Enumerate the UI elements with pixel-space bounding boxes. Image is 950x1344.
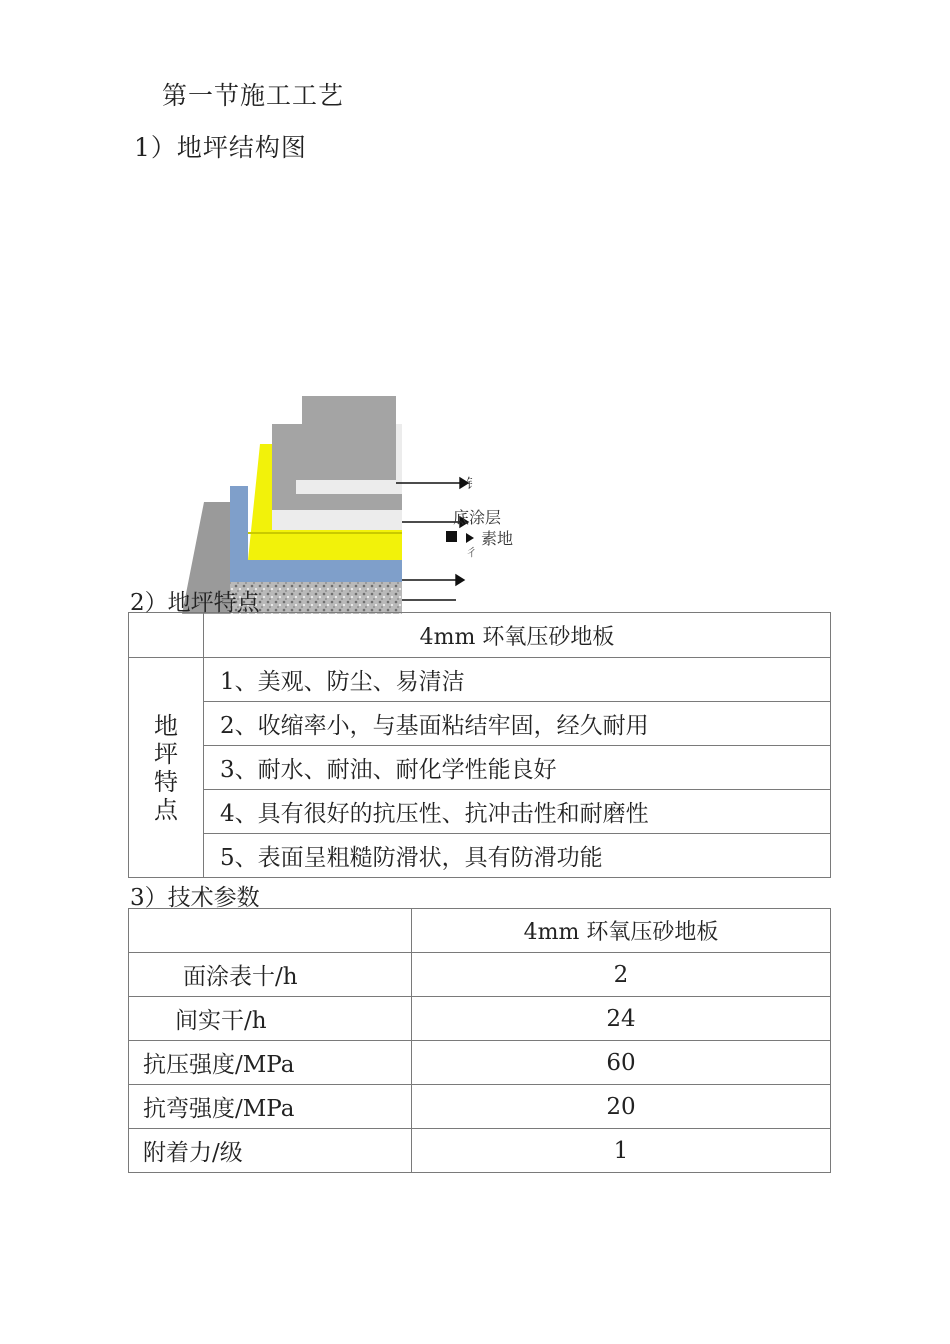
table-row: [129, 702, 831, 746]
table-row: [129, 997, 831, 1041]
param-value: 24: [412, 997, 831, 1041]
diagram-label-top: 钅: [466, 477, 480, 492]
empty-corner-cell: [129, 909, 412, 953]
floor-structure-diagram: [170, 392, 530, 614]
param-value: 1: [412, 1129, 831, 1173]
feature-item: 1、美观、防尘、易清洁: [204, 658, 831, 702]
param-label: 附着力/级: [129, 1129, 412, 1173]
section-heading: 第一节施工工艺: [162, 81, 345, 110]
table-row: [129, 953, 831, 997]
param-label: 抗弯强度/MPa: [129, 1085, 412, 1129]
param-label: 间实干/h: [129, 997, 412, 1041]
parameters-header-cell: 4mm 环氧压砂地板: [412, 909, 831, 953]
diagram-label-plain: 素地: [481, 529, 514, 548]
param-value: 60: [412, 1041, 831, 1085]
table-row: [129, 658, 831, 702]
param-label: 抗压强度/MPa: [129, 1041, 412, 1085]
table-header-row: [129, 613, 831, 658]
features-side-label-cell: [129, 658, 204, 878]
floor-layers-illustration: [170, 392, 530, 614]
marker-square-icon: [446, 531, 457, 542]
subsection-title-features: 2）地坪特点: [130, 590, 260, 616]
param-label: 面涂表十/h: [129, 953, 412, 997]
empty-corner-cell: [129, 613, 204, 658]
feature-item: 2、收缩率小，与基面粘结牢固，经久耐用: [204, 702, 831, 746]
features-table: [128, 612, 831, 878]
table-header-row: [129, 909, 831, 953]
param-value: 20: [412, 1085, 831, 1129]
features-header-cell: 4mm 环氧压砂地板: [204, 613, 831, 658]
table-row: [129, 746, 831, 790]
feature-item: 5、表面呈粗糙防滑状，具有防滑功能: [204, 834, 831, 878]
param-value: 2: [412, 953, 831, 997]
subsection-title-structure: 1）地坪结构图: [134, 133, 307, 162]
diagram-label-base-coat: 底涂层: [453, 508, 502, 527]
table-row: [129, 834, 831, 878]
table-row: [129, 790, 831, 834]
parameters-table: [128, 908, 831, 1173]
feature-item: 4、具有很好的抗压性、抗冲击性和耐磨性: [204, 790, 831, 834]
table-row: [129, 1085, 831, 1129]
table-row: [129, 1129, 831, 1173]
feature-item: 3、耐水、耐油、耐化学性能良好: [204, 746, 831, 790]
subsection-title-parameters: 3）技术参数: [130, 885, 260, 911]
diagram-label-low: 彳: [466, 546, 477, 559]
label-arrows: [396, 478, 468, 600]
table-row: [129, 1041, 831, 1085]
pointer-triangle-icon: [466, 533, 474, 543]
features-side-label: 地坪特点: [154, 711, 178, 824]
yellow-layer-shadow: [248, 532, 402, 534]
top-white-strip: [296, 482, 402, 494]
